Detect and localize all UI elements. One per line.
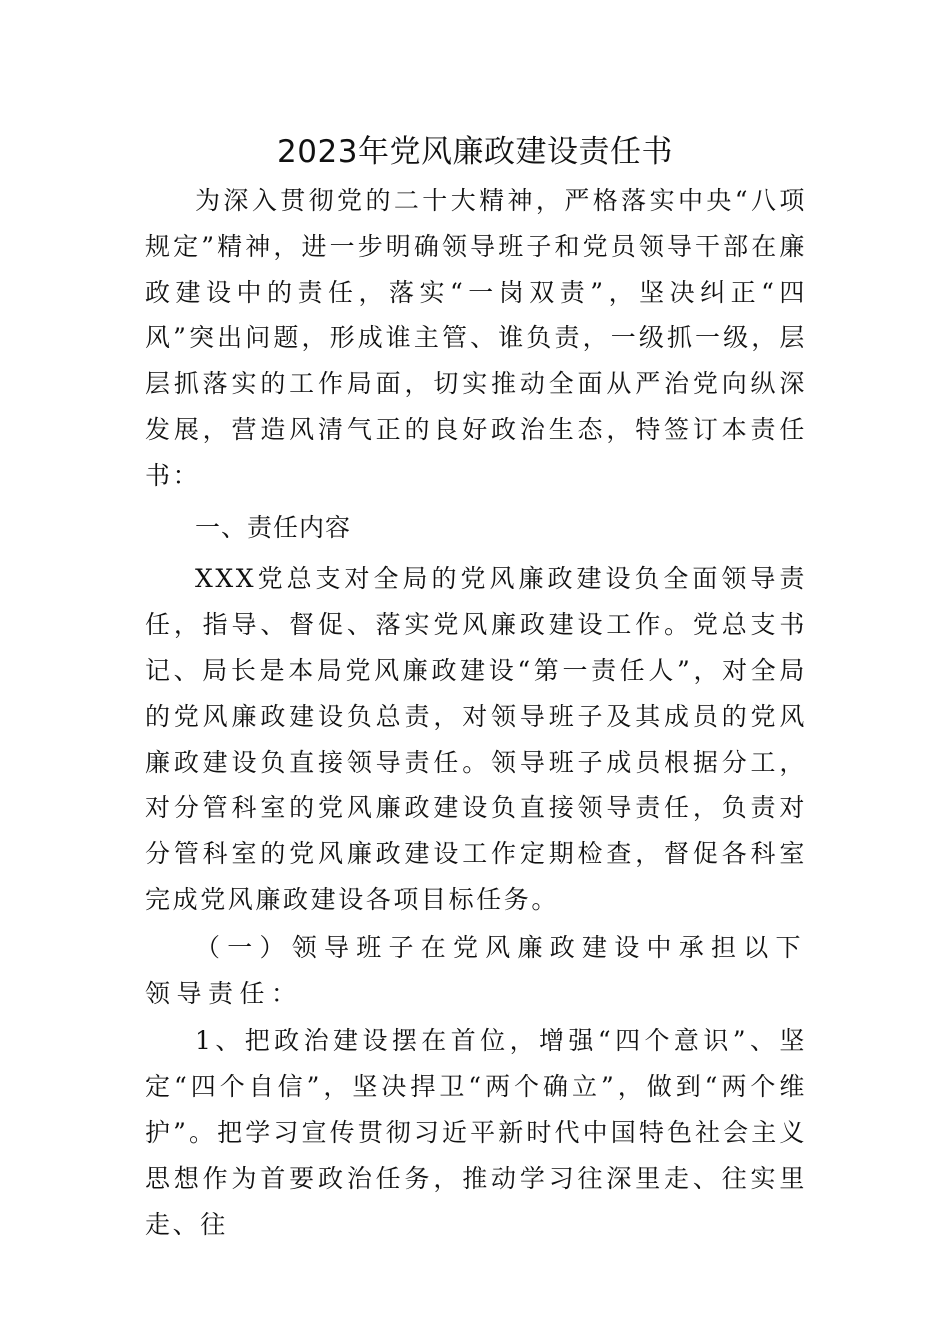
document-title: 2023年党风廉政建设责任书 — [277, 134, 673, 170]
responsibility-paragraph: XXX党总支对全局的党风廉政建设负全面领导责任，指导、督促、落实党风廉政建设工作。党总支书记、局长是本局党风廉政建设“第一责任人”，对全局的党风廉政建设负总责，对领导班子及其成员的党风廉政建设负直接领导责任。领导班子成员根据分工，对分管科室的党风廉政建设负直接领导责任，负责对分管科室的党风廉政建设工作定期检查，督促各科室完成党风廉政建设各项目标任务。 — [145, 564, 807, 914]
document-body — [145, 178, 807, 1247]
subsection-heading: （一）领导班子在党风廉政建设中承担以下领导责任： — [145, 932, 807, 1008]
section-heading: 一、责任内容 — [195, 512, 352, 542]
intro-paragraph: 为深入贯彻党的二十大精神，严格落实中央“八项规定”精神，进一步明确领导班子和党员领导干部在廉政建设中的责任，落实“一岗双责”，坚决纠正“四风”突出问题，形成谁主管、谁负责，一级抓一级，层层抓落实的工作局面，切实推动全面从严治党向纵深发展，营造风清气正的良好政治生态，特签订本责任书： — [145, 186, 807, 490]
list-item-paragraph: 1、把政治建设摆在首位，增强“四个意识”、坚定“四个自信”，坚决捍卫“两个确立”，做到“两个维护”。把学习宣传贯彻习近平新时代中国特色社会主义思想作为首要政治任务，推动学习往深里走、往实里走、往 — [145, 1026, 807, 1239]
